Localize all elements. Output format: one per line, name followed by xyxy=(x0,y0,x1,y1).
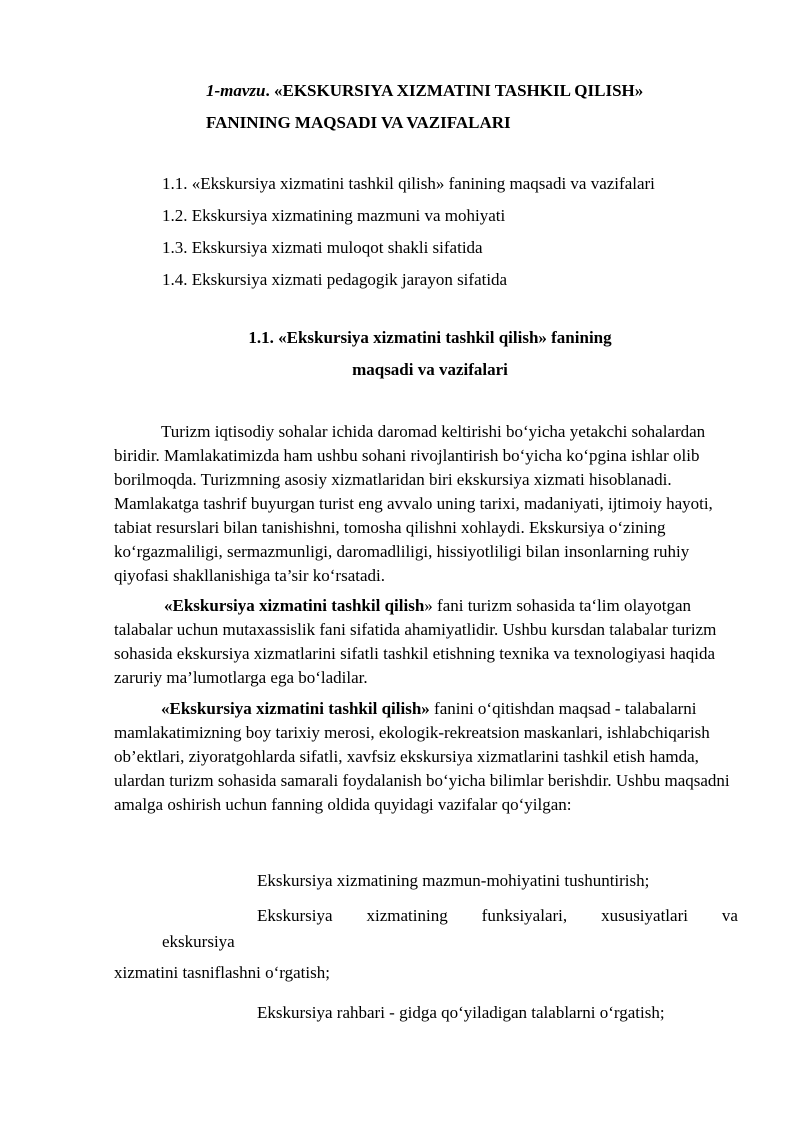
topic-outline xyxy=(162,168,655,296)
paragraph-intro-text: Turizm iqtisodiy sohalar ichida daromad keltirishi bo‘yicha yetakchi sohalardan biridir. Mamlakatimizda ham ushbu sohani rivojlantirish bo‘yicha ko‘pgina ishlar olib borilmoqda. Turizmning asosiy xizmatlaridan biri ekskursiya xizmati hisoblanadi. Mamlakatga tashrif buyurgan turist eng avvalo uning tarixi, madaniyati, ijtimoiy hayoti, tabiat resurslari bilan tanishishni, tomosha qilishni xohlaydi. Ekskursiya o‘zining ko‘rgazmaliligi, sermazmunligi, daromadliligi, hissiyotliligi bilan insonlarning ruhiy qiyofasi shakllanishiga ta’sir ko‘rsatadi. xyxy=(114,422,713,585)
topic-title-line-2: FANINING MAQSADI VA VAZIFALARI xyxy=(206,113,511,132)
task-item-2-line-2: ekskursiya xyxy=(162,932,235,951)
topic-title-text: . «EKSKURSIYA XIZMATINI TASHKIL QILISH» xyxy=(265,81,644,100)
topic-title-line-1 xyxy=(206,75,643,107)
outline-item: 1.1. «Ekskursiya xizmatini tashkil qilish» fanining maqsadi va vazifalari xyxy=(162,174,655,193)
course-name-bold: Ekskursiya xizmatini tashkil qilish xyxy=(172,596,425,615)
outline-item: 1.2. Ekskursiya xizmatining mazmuni va mohiyati xyxy=(162,206,506,225)
task-item-2-word: va xyxy=(721,906,738,925)
outline-item: 1.3. Ekskursiya xizmati muloqot shakli sifatida xyxy=(162,238,483,257)
task-item-1: Ekskursiya xizmatining mazmun-mohiyatini tushuntirish; xyxy=(257,871,650,890)
p2-open-quote: « xyxy=(164,596,173,615)
section-heading-line-2: maqsadi va vazifalari xyxy=(352,360,508,379)
task-item-2-word: Ekskursiya xyxy=(257,906,333,925)
task-item-2-line-1 xyxy=(257,904,738,928)
outline-item: 1.4. Ekskursiya xizmati pedagogik jarayon sifatida xyxy=(162,270,508,289)
task-item-2-line-3: xizmatini tasniflashni o‘rgatish; xyxy=(114,963,330,982)
paragraph-intro xyxy=(114,420,738,588)
task-item-2-word: xususiyatlari xyxy=(601,906,688,925)
topic-number: 1-mavzu xyxy=(206,81,266,100)
task-item-3: Ekskursiya rahbari - gidga qo‘yiladigan talablarni o‘rgatish; xyxy=(257,1003,665,1022)
paragraph-course-importance-text: » fani turizm sohasida ta‘lim olayotgan talabalar uchun mutaxassislik fani sifatida ahamiyatlidir. Ushbu kursdan talabalar turizm sohasida ekskursiya xizmatlarini sifatli tashkil etishning texnika va texnologiyasi haqida zaruriy ma’lumotlarga ega bo‘ladilar. xyxy=(114,596,717,687)
section-heading xyxy=(110,322,750,386)
paragraph-course-importance xyxy=(114,594,738,690)
paragraph-course-goal-text: fanini o‘qitishdan maqsad - talabalarni mamlakatimizning boy tarixiy merosi, ekologik-rekreatsion maskanlari, ishlabchiqarish ob’ektlari, ziyoratgohlarda sifatli, xavfsiz ekskursiya xizmatlarini tashkil etish hamda, ulardan turizm sohasida samarali foydalanish bo‘yicha bilimlar berishdir. Ushbu maqsadni amalga oshirish uchun fanning oldida quyidagi vazifalar qo‘yilgan: xyxy=(114,699,730,814)
course-name-bold: «Ekskursiya xizmatini tashkil qilish» xyxy=(161,699,430,718)
paragraph-course-goal xyxy=(114,697,738,817)
task-item-2-word: xizmatining xyxy=(366,906,448,925)
task-item-2-word: funksiyalari, xyxy=(481,906,568,925)
topic-title xyxy=(206,75,643,139)
section-heading-line-1: 1.1. «Ekskursiya xizmatini tashkil qilish» fanining xyxy=(248,328,612,347)
